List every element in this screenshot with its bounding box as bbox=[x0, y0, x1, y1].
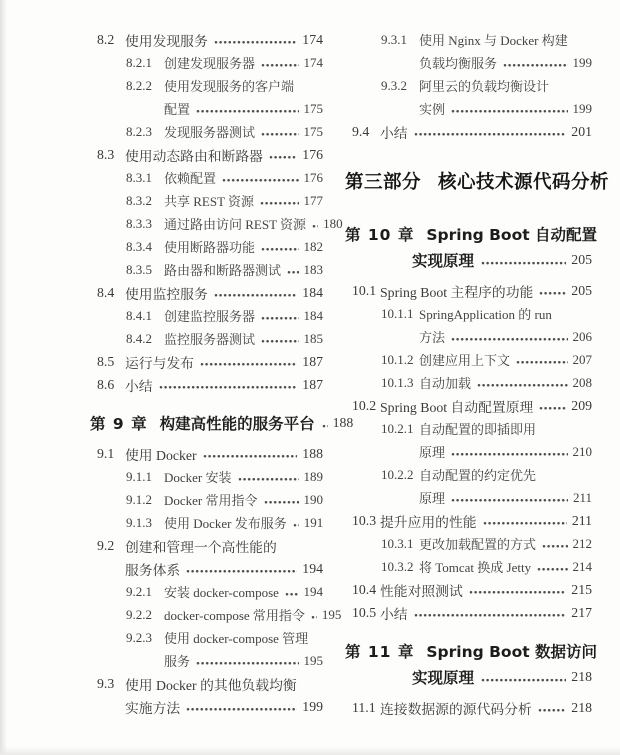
page-number: 188 bbox=[302, 445, 323, 461]
dot-leader bbox=[322, 410, 328, 436]
page-number: 201 bbox=[571, 123, 592, 139]
toc-entry bbox=[90, 143, 323, 166]
page-number: 199 bbox=[302, 698, 323, 714]
dot-leader bbox=[261, 304, 298, 327]
entry-title: 创建发现服务器 bbox=[164, 56, 256, 71]
toc-entry-line bbox=[126, 580, 323, 603]
dot-leader bbox=[264, 488, 299, 511]
entry-title: 发现服务器测试 bbox=[164, 125, 256, 140]
entry-number: 10.1.3 bbox=[381, 374, 414, 390]
page-number: 189 bbox=[303, 468, 323, 484]
entry-title: 使用断路器功能 bbox=[164, 240, 256, 255]
entry-title: 监控服务器测试 bbox=[164, 332, 256, 347]
page-number: 184 bbox=[303, 307, 323, 323]
entry-title: 使用 Docker bbox=[125, 447, 197, 463]
page-number: 199 bbox=[572, 54, 592, 70]
dot-leader bbox=[539, 394, 566, 417]
entry-title: 阿里云的负载均衡设计 bbox=[419, 79, 550, 94]
entry-number: 8.3.3 bbox=[126, 215, 152, 231]
page-number: 176 bbox=[303, 169, 323, 185]
page-number: 191 bbox=[303, 514, 324, 530]
toc-entry-line bbox=[381, 555, 592, 578]
page-number: 217 bbox=[571, 604, 592, 620]
toc-entry bbox=[90, 350, 323, 373]
part-heading bbox=[345, 165, 610, 197]
entry-title: 使用动态路由和断路器 bbox=[125, 148, 263, 164]
dot-leader bbox=[293, 511, 299, 534]
toc-entry bbox=[90, 212, 343, 235]
toc-entry-line bbox=[126, 189, 323, 212]
toc-entry bbox=[90, 465, 323, 488]
entry-number: 8.2.1 bbox=[126, 54, 152, 70]
toc-entry bbox=[90, 327, 323, 350]
toc-entry-line-continued bbox=[381, 486, 592, 509]
toc-entry-line-continued bbox=[381, 325, 592, 348]
entry-number: 8.3.2 bbox=[126, 192, 152, 208]
toc-entry bbox=[345, 696, 592, 719]
entry-title: 小结 bbox=[380, 125, 408, 141]
entry-number: 8.3.5 bbox=[126, 261, 152, 277]
page-number: 185 bbox=[303, 330, 323, 346]
entry-title-continued: 原理 bbox=[419, 445, 446, 460]
entry-number: 9.1.1 bbox=[126, 468, 152, 484]
page-number: 214 bbox=[572, 558, 592, 574]
scan-edge-bottom bbox=[0, 746, 620, 755]
page-number: 187 bbox=[302, 376, 323, 392]
entry-title: 运行与发布 bbox=[125, 355, 194, 371]
toc-entry-line-continued bbox=[126, 97, 323, 120]
dot-leader bbox=[261, 120, 298, 143]
entry-title-continued: 实施方法 bbox=[125, 700, 181, 716]
toc-entry bbox=[90, 488, 323, 511]
page-number: 212 bbox=[572, 535, 592, 551]
page-number: 174 bbox=[302, 31, 323, 47]
page-number: 175 bbox=[303, 100, 323, 116]
page-number: 184 bbox=[302, 284, 323, 300]
page-number: 175 bbox=[303, 123, 323, 139]
toc-entry-line bbox=[97, 281, 323, 304]
entry-title-continued: 服务 bbox=[164, 654, 191, 669]
entry-number: 11.1 bbox=[352, 699, 376, 715]
chapter-title: Spring Boot 自动配置 bbox=[426, 226, 598, 244]
entry-number: 10.4 bbox=[352, 581, 377, 597]
toc-entry-line bbox=[381, 302, 592, 325]
toc-entry-line bbox=[381, 371, 592, 394]
toc-entry bbox=[345, 463, 592, 509]
chapter-number: 第 9 章 bbox=[90, 415, 148, 433]
page-number: 183 bbox=[303, 261, 323, 277]
chapter-line-continued bbox=[345, 664, 592, 690]
toc-entry-line-continued bbox=[381, 440, 592, 463]
toc-entry-line bbox=[352, 509, 592, 532]
page-number: 211 bbox=[572, 489, 592, 505]
page-number: 182 bbox=[303, 238, 323, 254]
chapter-heading bbox=[345, 638, 598, 690]
dot-leader bbox=[539, 279, 566, 302]
page-number: 195 bbox=[321, 606, 342, 622]
toc-entry-line bbox=[126, 120, 323, 143]
entry-title: 将 Tomcat 换成 Jetty bbox=[419, 560, 532, 575]
toc-entry-line bbox=[126, 235, 323, 258]
dot-leader bbox=[238, 465, 299, 488]
toc-entry-line-continued bbox=[97, 557, 323, 580]
toc-entry-line bbox=[381, 74, 592, 97]
entry-title-continued: 方法 bbox=[419, 330, 446, 345]
entry-title: 使用 Docker 的其他负载均衡 bbox=[125, 677, 297, 693]
toc-entry bbox=[345, 532, 592, 555]
toc-entry-line bbox=[381, 463, 592, 486]
entry-number: 9.2.2 bbox=[126, 606, 152, 622]
entry-number: 9.3.1 bbox=[381, 31, 407, 47]
entry-number: 10.3.2 bbox=[381, 558, 414, 574]
entry-number: 10.1 bbox=[352, 282, 377, 298]
entry-title: 更改加载配置的方式 bbox=[419, 537, 537, 552]
dot-leader bbox=[481, 247, 566, 273]
page-number: 187 bbox=[302, 353, 323, 369]
entry-title: 使用 Docker 发布服务 bbox=[164, 516, 287, 531]
part-title: 核心技术源代码分析 bbox=[438, 172, 610, 193]
entry-number: 9.1 bbox=[97, 445, 115, 461]
dot-leader bbox=[214, 28, 298, 51]
page-number: 188 bbox=[332, 415, 354, 430]
toc-entry-line bbox=[352, 601, 592, 624]
entry-title: 依赖配置 bbox=[164, 171, 217, 186]
dot-leader bbox=[538, 696, 567, 719]
dot-leader bbox=[503, 51, 567, 74]
entry-title: 自动配置的约定优先 bbox=[419, 468, 537, 483]
toc-entry-line bbox=[97, 442, 323, 465]
entry-title: 使用发现服务的客户端 bbox=[164, 79, 295, 94]
dot-leader bbox=[261, 327, 298, 350]
dot-leader bbox=[261, 235, 298, 258]
toc-entry bbox=[90, 189, 323, 212]
entry-title: 安装 docker-compose bbox=[164, 585, 279, 600]
toc-entry bbox=[90, 74, 323, 120]
chapter-title-continued: 实现原理 bbox=[412, 252, 475, 270]
entry-number: 9.2 bbox=[97, 537, 115, 553]
toc-entry-line bbox=[126, 626, 323, 649]
toc-entry bbox=[90, 511, 323, 534]
dot-leader bbox=[542, 532, 567, 555]
entry-title: 使用发现服务 bbox=[125, 33, 208, 49]
toc-entry bbox=[345, 28, 592, 74]
dot-leader bbox=[477, 371, 567, 394]
toc-entry-line-continued bbox=[381, 97, 592, 120]
toc-entry-line bbox=[126, 212, 343, 235]
entry-title: 连接数据源的源代码分析 bbox=[380, 701, 532, 717]
dot-leader bbox=[451, 440, 567, 463]
entry-number: 9.3.2 bbox=[381, 77, 407, 93]
page-number: 199 bbox=[572, 100, 592, 116]
toc-entry bbox=[90, 281, 323, 304]
entry-title: 创建监控服务器 bbox=[164, 309, 256, 324]
toc-column-left bbox=[90, 28, 354, 718]
page-number: 211 bbox=[571, 512, 592, 528]
toc-entry bbox=[345, 394, 592, 417]
page-number: 205 bbox=[571, 282, 592, 298]
entry-number: 8.3.4 bbox=[126, 238, 152, 254]
entry-title: Docker 常用指令 bbox=[164, 493, 258, 508]
part-number: 第三部分 bbox=[345, 172, 422, 193]
entry-number: 8.3 bbox=[97, 146, 115, 162]
entry-number: 10.3 bbox=[352, 512, 377, 528]
toc-entry-line bbox=[97, 373, 323, 396]
entry-number: 8.2.2 bbox=[126, 77, 152, 93]
chapter-title: 构建高性能的服务平台 bbox=[159, 415, 315, 433]
chapter-line-continued bbox=[345, 247, 592, 273]
toc-entry-line-continued bbox=[126, 649, 323, 672]
toc-entry-line bbox=[126, 511, 323, 534]
toc-entry bbox=[90, 51, 323, 74]
toc-column-right bbox=[345, 28, 610, 719]
entry-number: 8.5 bbox=[97, 353, 115, 369]
dot-leader bbox=[203, 442, 298, 465]
toc-entry bbox=[90, 373, 323, 396]
toc-entry bbox=[90, 120, 323, 143]
dot-leader bbox=[451, 486, 568, 509]
entry-title: Docker 安装 bbox=[164, 470, 232, 485]
entry-title: 使用 Nginx 与 Docker 构建 bbox=[419, 33, 568, 48]
toc-entry bbox=[90, 258, 323, 281]
chapter-title: Spring Boot 数据访问 bbox=[426, 643, 598, 661]
toc-entry-line bbox=[126, 258, 323, 281]
chapter-heading bbox=[90, 410, 354, 436]
toc-entry bbox=[345, 279, 592, 302]
dot-leader bbox=[483, 509, 567, 532]
toc-entry bbox=[90, 166, 323, 189]
entry-number: 8.2.3 bbox=[126, 123, 152, 139]
toc-entry-line bbox=[97, 143, 323, 166]
toc-entry bbox=[90, 235, 323, 258]
entry-number: 9.4 bbox=[352, 123, 370, 139]
entry-number: 9.3 bbox=[97, 675, 115, 691]
toc-entry-line-continued bbox=[381, 51, 592, 74]
entry-title-continued: 配置 bbox=[164, 102, 191, 117]
entry-title: 创建应用上下文 bbox=[419, 353, 511, 368]
toc-entry bbox=[345, 74, 592, 120]
entry-title: 自动配置的即插即用 bbox=[419, 422, 537, 437]
dot-leader bbox=[285, 580, 299, 603]
toc-entry bbox=[90, 580, 323, 603]
toc-entry-line bbox=[97, 672, 323, 695]
toc-entry-line bbox=[97, 350, 323, 373]
toc-entry bbox=[345, 601, 592, 624]
chapter-number: 第 10 章 bbox=[345, 226, 415, 244]
entry-title: 创建和管理一个高性能的 bbox=[125, 539, 277, 555]
entry-title: 通过路由访问 REST 资源 bbox=[164, 217, 307, 232]
dot-leader bbox=[516, 348, 567, 371]
toc-entry bbox=[90, 28, 323, 51]
entry-title: SpringApplication 的 run bbox=[419, 307, 552, 322]
toc-entry-line bbox=[381, 417, 592, 440]
toc-entry bbox=[90, 603, 342, 626]
entry-number: 8.2 bbox=[97, 31, 115, 47]
toc-entry-line bbox=[126, 488, 323, 511]
dot-leader bbox=[200, 350, 297, 373]
dot-leader bbox=[481, 664, 566, 690]
page-number: 206 bbox=[572, 328, 592, 344]
toc-entry bbox=[345, 302, 592, 348]
page-number: 194 bbox=[302, 560, 323, 576]
entry-number: 9.1.2 bbox=[126, 491, 152, 507]
entry-number: 8.4.1 bbox=[126, 307, 152, 323]
entry-title: 小结 bbox=[125, 378, 153, 394]
toc-entry-line bbox=[126, 465, 323, 488]
dot-leader bbox=[537, 555, 567, 578]
toc-entry bbox=[90, 442, 323, 465]
toc-entry-line bbox=[352, 696, 592, 719]
page-number: 194 bbox=[303, 583, 323, 599]
entry-title: 小结 bbox=[380, 606, 408, 622]
toc-entry-line bbox=[126, 603, 342, 626]
page-number: 177 bbox=[303, 192, 323, 208]
page-number: 176 bbox=[302, 146, 323, 162]
entry-number: 8.3.1 bbox=[126, 169, 152, 185]
entry-title-continued: 实例 bbox=[419, 102, 446, 117]
dot-leader bbox=[222, 166, 298, 189]
dot-leader bbox=[414, 120, 567, 143]
entry-title: 自动加载 bbox=[419, 376, 472, 391]
toc-entry-line bbox=[126, 74, 323, 97]
page-number: 195 bbox=[303, 652, 323, 668]
dot-leader bbox=[196, 649, 298, 672]
entry-number: 10.2 bbox=[352, 397, 377, 413]
entry-number: 9.1.3 bbox=[126, 514, 152, 530]
toc-entry bbox=[90, 534, 323, 580]
entry-title: 使用监控服务 bbox=[125, 286, 208, 302]
dot-leader bbox=[451, 325, 567, 348]
chapter-title-continued: 实现原理 bbox=[412, 669, 475, 687]
dot-leader bbox=[287, 258, 298, 281]
entry-number: 9.2.1 bbox=[126, 583, 152, 599]
dot-leader bbox=[186, 557, 297, 580]
toc-entry bbox=[345, 417, 592, 463]
page-number: 218 bbox=[571, 699, 592, 715]
toc-entry bbox=[345, 348, 592, 371]
entry-number: 8.4.2 bbox=[126, 330, 152, 346]
toc-entry-line bbox=[381, 348, 592, 371]
toc-entry bbox=[90, 672, 323, 718]
chapter-line bbox=[345, 638, 598, 664]
toc-entry-line bbox=[352, 578, 592, 601]
dot-leader bbox=[261, 51, 298, 74]
page-number: 208 bbox=[572, 374, 592, 390]
scan-edge-left bbox=[0, 0, 7, 755]
page-number: 190 bbox=[303, 491, 323, 507]
toc-entry-line bbox=[126, 327, 323, 350]
toc-entry bbox=[345, 509, 592, 532]
toc-entry bbox=[345, 371, 592, 394]
toc-entry bbox=[345, 555, 592, 578]
page-number: 209 bbox=[571, 397, 592, 413]
entry-number: 8.4 bbox=[97, 284, 115, 300]
toc-entry-line bbox=[381, 532, 592, 555]
dot-leader bbox=[260, 189, 298, 212]
toc-entry-line bbox=[97, 28, 323, 51]
page-number: 218 bbox=[571, 669, 592, 684]
entry-number: 8.6 bbox=[97, 376, 115, 392]
chapter-number: 第 11 章 bbox=[345, 643, 415, 661]
toc-entry bbox=[345, 578, 592, 601]
entry-title: 提升应用的性能 bbox=[380, 514, 477, 530]
toc-entry-line-continued bbox=[97, 695, 323, 718]
entry-number: 10.5 bbox=[352, 604, 377, 620]
toc-entry-line bbox=[352, 120, 592, 143]
dot-leader bbox=[186, 695, 297, 718]
toc-entry-line bbox=[352, 394, 592, 417]
entry-title: 路由器和断路器测试 bbox=[164, 263, 282, 278]
entry-title: 使用 docker-compose 管理 bbox=[164, 631, 309, 646]
chapter-line bbox=[345, 221, 598, 247]
dot-leader bbox=[214, 281, 298, 304]
toc-entry-line bbox=[97, 534, 323, 557]
page-number: 205 bbox=[571, 252, 592, 267]
entry-number: 10.2.1 bbox=[381, 420, 414, 436]
page-number: 215 bbox=[571, 581, 592, 597]
entry-number: 9.2.3 bbox=[126, 629, 152, 645]
entry-title: Spring Boot 自动配置原理 bbox=[380, 399, 534, 415]
toc-entry bbox=[90, 304, 323, 327]
entry-title-continued: 服务体系 bbox=[125, 562, 181, 578]
page-number: 207 bbox=[572, 351, 592, 367]
toc-entry-line bbox=[381, 28, 592, 51]
entry-title: Spring Boot 主程序的功能 bbox=[380, 284, 534, 300]
toc-entry bbox=[345, 120, 592, 143]
entry-title-continued: 原理 bbox=[419, 491, 446, 506]
entry-title: docker-compose 常用指令 bbox=[164, 608, 305, 623]
entry-number: 10.3.1 bbox=[381, 535, 414, 551]
page-number: 210 bbox=[572, 443, 592, 459]
toc-entry-line bbox=[352, 279, 592, 302]
entry-number: 10.1.1 bbox=[381, 305, 414, 321]
toc-entry bbox=[90, 626, 323, 672]
page-number: 174 bbox=[303, 54, 323, 70]
dot-leader bbox=[469, 578, 567, 601]
toc-entry-line bbox=[126, 166, 323, 189]
chapter-heading bbox=[345, 221, 598, 273]
dot-leader bbox=[311, 603, 317, 626]
dot-leader bbox=[269, 143, 297, 166]
entry-title-continued: 负载均衡服务 bbox=[419, 56, 498, 71]
dot-leader bbox=[196, 97, 298, 120]
toc-entry-line bbox=[126, 51, 323, 74]
page-number: 180 bbox=[323, 215, 343, 231]
dot-leader bbox=[312, 212, 318, 235]
entry-title: 性能对照测试 bbox=[380, 583, 463, 599]
entry-number: 10.1.2 bbox=[381, 351, 414, 367]
entry-title: 共享 REST 资源 bbox=[164, 194, 255, 209]
dot-leader bbox=[451, 97, 567, 120]
toc-entry-line bbox=[126, 304, 323, 327]
dot-leader bbox=[159, 373, 298, 396]
chapter-line bbox=[90, 410, 354, 436]
entry-number: 10.2.2 bbox=[381, 466, 414, 482]
dot-leader bbox=[414, 601, 567, 624]
